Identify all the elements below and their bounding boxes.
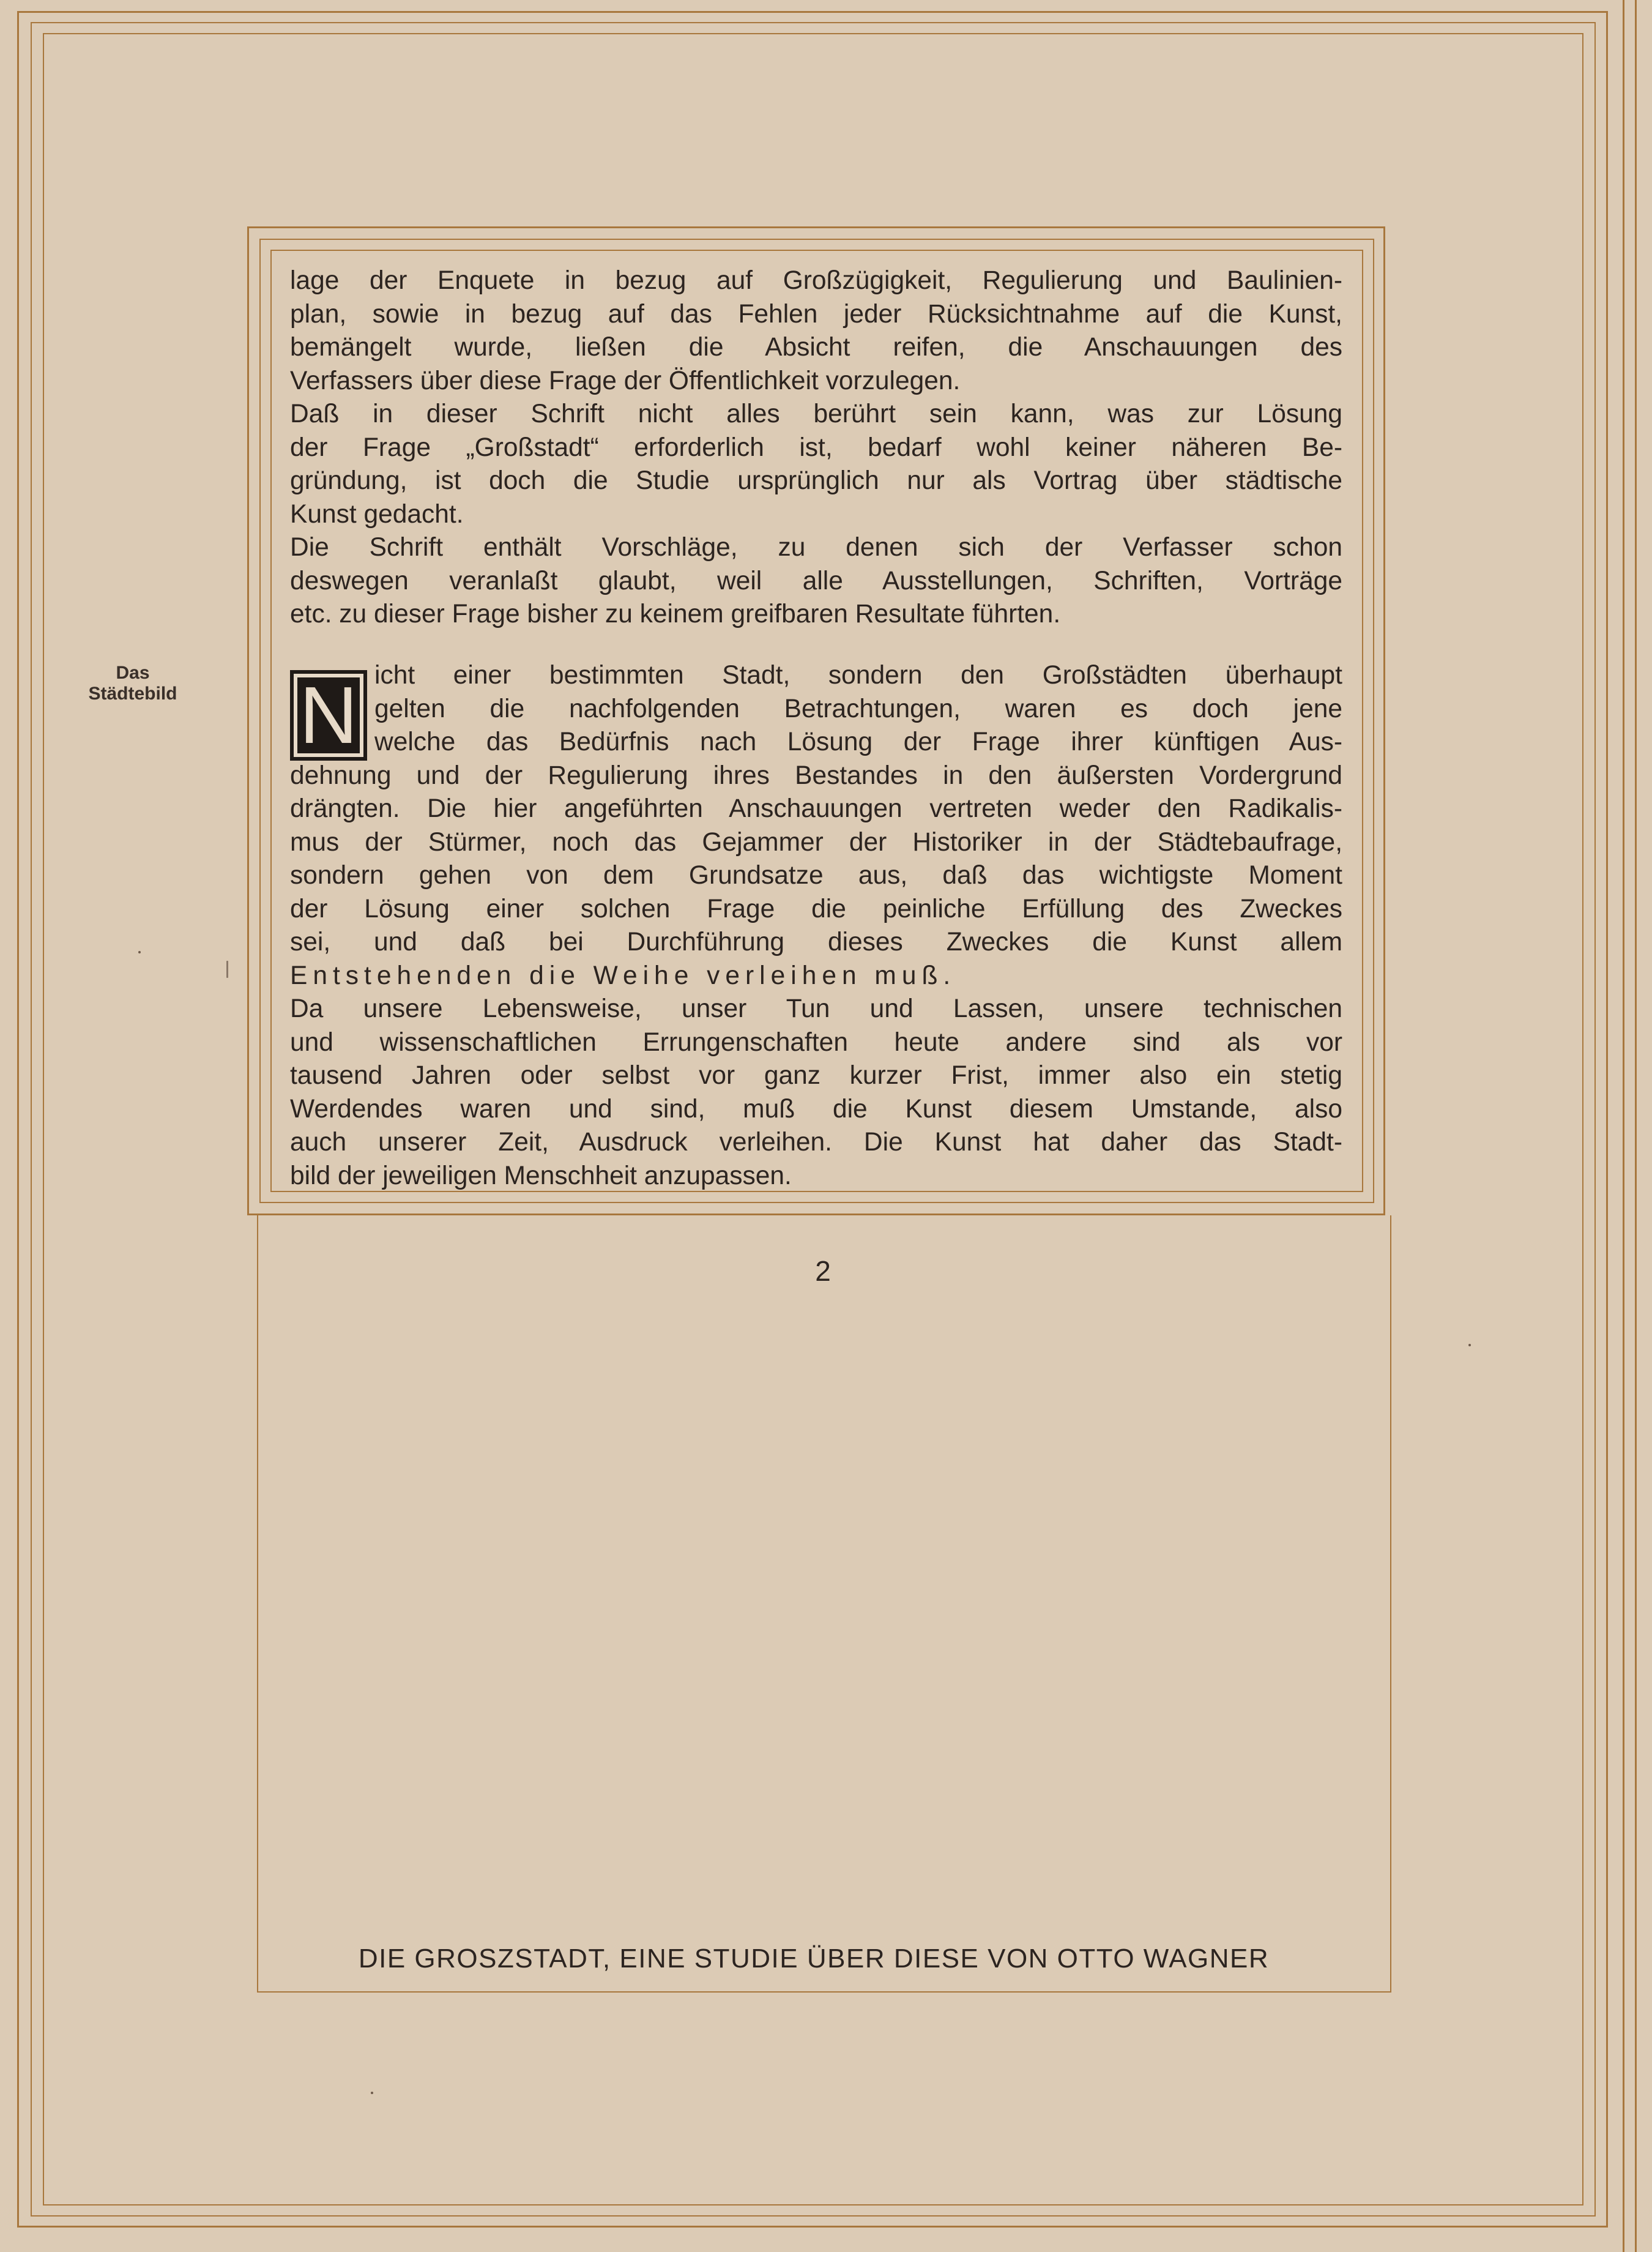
text-line: mus der Stürmer, noch das Gejammer der Historiker in der Städtebaufrage, [290, 827, 1342, 857]
text-line: lage der Enquete in bezug auf Großzügigkeit, Regulierung und Baulinien- [290, 266, 1342, 295]
drop-cap-letter: N [299, 670, 358, 760]
text-line: Kunst gedacht. [290, 499, 464, 529]
margin-note-line: Das [116, 663, 150, 683]
text-line: tausend Jahren oder selbst vor ganz kurzer Frist, immer also ein stetig [290, 1061, 1342, 1090]
paragraph-main [290, 659, 1342, 1193]
text-line: etc. zu dieser Frage bisher zu keinem greifbaren Resultate führten. [290, 600, 1061, 628]
text-line: drängten. Die hier angeführten Anschauungen vertreten weder den Radikalis- [290, 794, 1342, 823]
right-edge-rule-2 [1635, 0, 1637, 2252]
text-line: welche das Bedürfnis nach Lösung der Frage ihrer künftigen Aus- [374, 728, 1342, 756]
text-line: der Lösung einer solchen Frage die peinliche Erfüllung des Zweckes [290, 894, 1342, 923]
text-line: und wissenschaftlichen Errungenschaften heute andere sind als vor [290, 1027, 1342, 1057]
text-line: icht einer bestimmten Stadt, sondern den Großstädten überhaupt [374, 661, 1342, 690]
lower-frame [257, 1215, 1391, 1993]
text-line: dehnung und der Regulierung ihres Bestandes in den äußersten Vordergrund [290, 761, 1342, 790]
text-line: auch unserer Zeit, Ausdruck verleihen. Die Kunst hat daher das Stadt- [290, 1128, 1342, 1157]
text-line: Die Schrift enthält Vorschläge, zu denen sich der Verfasser schon [290, 533, 1342, 562]
text-line: der Frage „Großstadt“ erforderlich ist, bedarf wohl keiner näheren Be- [290, 433, 1342, 462]
text-line: Da unsere Lebensweise, unser Tun und Lassen, unsere technischen [290, 994, 1342, 1023]
paper-speck [138, 951, 141, 953]
text-line: sondern gehen von dem Grundsatze aus, daß das wichtigste Moment [290, 861, 1342, 890]
text-line: bild der jeweiligen Menschheit anzupassen. [290, 1161, 792, 1190]
text-line: Daß in dieser Schrift nicht alles berührt sein kann, was zur Lösung [290, 400, 1342, 428]
page-number: 2 [815, 1255, 831, 1287]
text-line: gelten die nachfolgenden Betrachtungen, waren es doch jene [374, 694, 1342, 723]
text-line: sei, und daß bei Durchführung dieses Zweckes die Kunst allem [290, 928, 1342, 956]
paper-speck [371, 2092, 373, 2094]
text-line: gründung, ist doch die Studie ursprünglich nur als Vortrag über städtische [290, 466, 1342, 495]
paper-speck [1468, 1344, 1471, 1346]
margin-note [69, 663, 197, 704]
text-line: Entstehenden die Weihe verleihen muß. [290, 961, 956, 990]
paragraph-introduction [290, 264, 1342, 632]
footer-title: DIE GROSZSTADT, EINE STUDIE ÜBER DIESE VON OTTO WAGNER [358, 1944, 1270, 1974]
text-line: bemängelt wurde, ließen die Absicht reifen, die Anschauungen des [290, 333, 1342, 362]
text-line: Werdendes waren und sind, muß die Kunst diesem Umstande, also [290, 1094, 1342, 1124]
paper-speck [226, 961, 228, 978]
margin-note-line: Städtebild [88, 684, 177, 704]
text-line: plan, sowie in bezug auf das Fehlen jeder Rücksichtnahme auf die Kunst, [290, 299, 1342, 329]
text-line: deswegen veranlaßt glaubt, weil alle Ausstellungen, Schriften, Vorträge [290, 566, 1342, 595]
text-line: Verfassers über diese Frage der Öffentlichkeit vorzulegen. [290, 366, 961, 395]
right-edge-rule [1623, 0, 1624, 2252]
